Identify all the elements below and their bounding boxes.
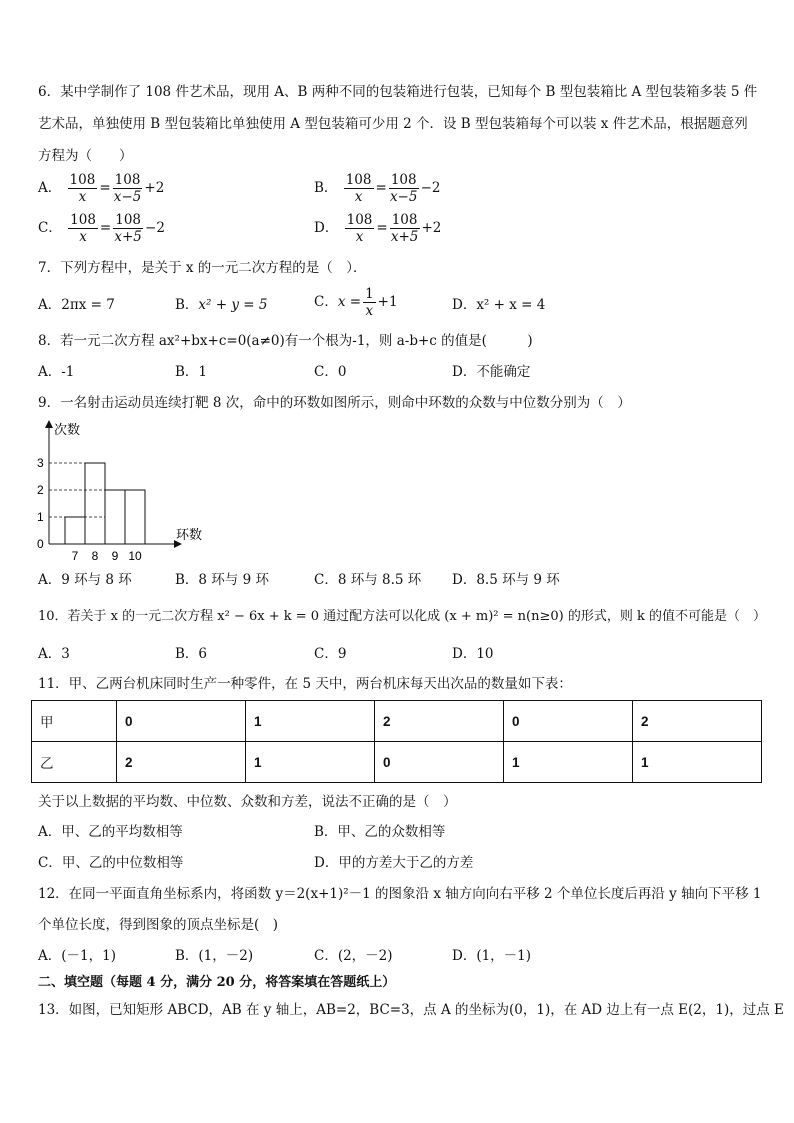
q6-option-d[interactable]: D． $\frac{108}{x}$ = $\frac{108}{x+5}$ +2 (314, 212, 442, 245)
q7-option-b[interactable]: B．x² + y = 5 (175, 297, 268, 313)
q6-line3: 方程为（ ） (38, 148, 133, 164)
q13-line1: 13．如图，已知矩形 ABCD，AB 在 y 轴上，AB=2，BC=3，点 A 的坐标为(0，1)，在 AD 边上有一点 E(2，1)，过点 E (38, 1002, 784, 1018)
table-cell: 1 (246, 701, 375, 742)
table-cell: 0 (504, 701, 633, 742)
q7-stem: 7．下列方程中，是关于 x 的一元二次方程的是（ ）． (38, 260, 367, 276)
q6-option-b[interactable]: B． $\frac{108}{x}$ = $\frac{108}{x-5}$ −2 (314, 172, 441, 205)
x-axis-label: 环数 (176, 527, 203, 542)
y-tick-label: 0 (37, 537, 44, 551)
table-cell: 乙 (32, 742, 117, 783)
q9-option-a[interactable]: A．9 环与 8 环 (38, 572, 132, 588)
table-cell: 0 (117, 701, 246, 742)
bar (85, 463, 105, 544)
q8-option-b[interactable]: B．1 (175, 364, 208, 380)
table-cell: 2 (375, 701, 504, 742)
q10-stem: 10．若关于 x 的一元二次方程 x² − 6x + k = 0 通过配方法可以化成 (x + m)² = n(n≥0) 的形式，则 k 的值不可能是（ ） (38, 609, 766, 624)
x-tick-label: 9 (111, 549, 119, 563)
q6-option-a[interactable]: A． $\frac{108}{x}$ = $\frac{108}{x-5}$ +2 (38, 172, 165, 205)
q12-option-b[interactable]: B．(1，－2) (175, 948, 254, 964)
table-cell: 2 (633, 701, 762, 742)
q10-option-c[interactable]: C．9 (314, 646, 347, 662)
q12-line1: 12．在同一平面直角坐标系内，将函数 y＝2(x+1)²－1 的图象沿 x 轴方向向右平移 2 个单位长度后再沿 y 轴向下平移 1 (38, 886, 762, 902)
table-cell: 1 (633, 742, 762, 783)
x-tick-label: 10 (128, 549, 142, 563)
q9-stem: 9．一名射击运动员连续打靶 8 次，命中的环数如图所示，则命中环数的众数与中位数分别为（ ） (38, 395, 631, 411)
y-tick-label: 2 (37, 483, 44, 497)
q9-option-d[interactable]: D．8.5 环与 9 环 (452, 572, 560, 588)
q7-option-a[interactable]: A．2πx = 7 (38, 297, 115, 313)
q11-stem: 11．甲、乙两台机床同时生产一种零件，在 5 天中，两台机床每天出次品的数量如下表： (38, 676, 572, 692)
q11-table (31, 700, 762, 783)
q6-line2: 艺术品，单独使用 B 型包装箱比单独使用 A 型包装箱可少用 2 个．设 B 型包装箱每个可以装 x 件艺术品，根据题意列 (38, 116, 748, 132)
q6-line1: 6．某中学制作了 108 件艺术品，现用 A、B 两种不同的包装箱进行包装，已知每个 B 型包装箱比 A 型包装箱多装 5 件 (38, 84, 758, 100)
q8-option-c[interactable]: C．0 (314, 364, 347, 380)
table-row (32, 701, 762, 742)
q9-option-c[interactable]: C．8 环与 8.5 环 (314, 572, 422, 588)
x-tick-label: 7 (71, 549, 79, 563)
q12-option-d[interactable]: D．(1，－1) (452, 948, 532, 964)
q12-option-c[interactable]: C．(2，－2) (314, 948, 393, 964)
table-cell: 0 (375, 742, 504, 783)
q7-option-c[interactable]: C．x = $\frac{1}{x}$ +1 (314, 286, 398, 319)
table-cell: 2 (117, 742, 246, 783)
q9-bar-chart (30, 418, 230, 568)
q11-option-c[interactable]: C．甲、乙的中位数相等 (38, 855, 184, 871)
q10-option-b[interactable]: B．6 (175, 646, 208, 662)
q11-option-b[interactable]: B．甲、乙的众数相等 (314, 824, 446, 840)
q8-option-d[interactable]: D．不能确定 (452, 364, 531, 380)
x-tick-label: 8 (91, 549, 99, 563)
q11-option-d[interactable]: D．甲的方差大于乙的方差 (314, 855, 474, 871)
q12-option-a[interactable]: A．(－1，1) (38, 948, 116, 964)
table-cell: 甲 (32, 701, 117, 742)
y-tick-label: 3 (37, 456, 44, 470)
q6-option-c[interactable]: C． $\frac{108}{x}$ = $\frac{108}{x+5}$ −2 (38, 212, 165, 245)
q10-option-a[interactable]: A．3 (38, 646, 70, 662)
bar (125, 490, 145, 544)
q12-line2: 个单位长度，得到图象的顶点坐标是( ) (38, 917, 279, 933)
table-cell: 1 (504, 742, 633, 783)
y-axis-label: 次数 (54, 422, 81, 437)
bar (65, 517, 85, 544)
table-row (32, 742, 762, 783)
q9-option-b[interactable]: B．8 环与 9 环 (175, 572, 269, 588)
table-cell: 1 (246, 742, 375, 783)
q7-option-d[interactable]: D．x² + x = 4 (452, 297, 546, 313)
bar (105, 490, 125, 544)
q11-option-a[interactable]: A．甲、乙的平均数相等 (38, 824, 183, 840)
q8-stem: 8．若一元二次方程 ax²+bx+c=0(a≠0)有一个根为-1，则 a-b+c 的值是( ) (38, 333, 533, 349)
section-heading: 二、填空题（每题 4 分，满分 20 分，将答案填在答题纸上） (38, 975, 396, 990)
q8-option-a[interactable]: A．-1 (38, 364, 75, 380)
y-tick-label: 1 (37, 510, 44, 524)
q11-question: 关于以上数据的平均数、中位数、众数和方差，说法不正确的是（ ） (38, 794, 457, 810)
q10-option-d[interactable]: D．10 (452, 646, 494, 662)
